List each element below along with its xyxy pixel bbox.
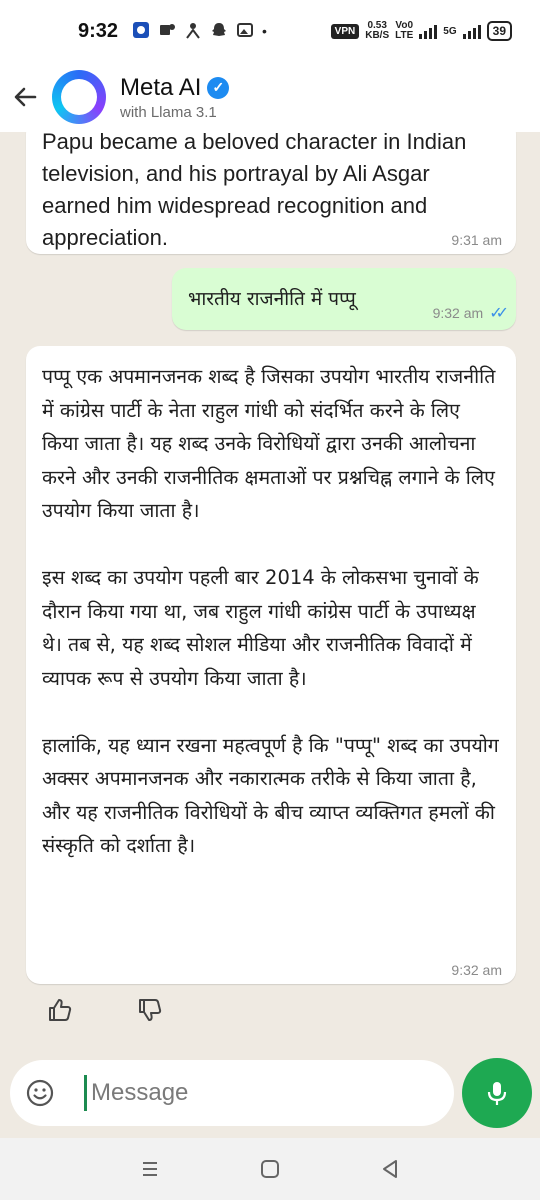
back-arrow-icon [11,83,39,111]
feedback-buttons [26,982,184,1038]
meta-ai-avatar[interactable] [52,70,106,124]
verified-badge-icon: ✓ [207,77,229,99]
system-navigation-bar [0,1138,540,1200]
home-button[interactable] [250,1149,290,1189]
gallery-icon [236,21,254,42]
message-composer [10,1060,454,1126]
back-button[interactable] [0,62,50,132]
dot-icon: • [262,23,267,39]
emoji-icon [25,1078,55,1108]
vpn-badge: VPN [331,24,360,39]
voice-message-button[interactable] [462,1058,532,1128]
network-speed: 0.53 KB/S [365,20,390,41]
chat-header [0,62,540,132]
status-bar [0,0,540,62]
thumbs-down-icon [137,997,163,1023]
home-square-icon [258,1157,282,1181]
notification-icons [132,21,267,42]
triangle-back-icon [378,1157,402,1181]
message-bubble-incoming[interactable] [26,346,516,984]
message-bubble-incoming[interactable] [26,132,516,254]
contact-subtitle: with Llama 3.1 [120,103,217,121]
menu-lines-icon [138,1157,162,1181]
signal-icon-2 [463,23,481,39]
message-input[interactable] [91,1079,411,1107]
recent-apps-button[interactable] [130,1149,170,1189]
signal-icon [419,23,437,39]
status-time: 9:32 [78,19,119,42]
message-time: 9:31 am [451,232,502,248]
contact-name: Meta AI [120,73,202,101]
text-cursor [84,1075,87,1111]
message-text: Papu became a beloved character in Indian television, and his portrayal by Ali Asgar earned him widespread recognition and appreciation. [42,132,473,250]
status-right [331,21,512,41]
message-time: 9:32 am [451,962,502,978]
teams-icon [158,21,176,42]
app-notification-icon [132,21,150,42]
snapchat-icon [210,21,228,42]
chat-area[interactable] [0,132,540,1052]
nav-back-button[interactable] [370,1149,410,1189]
network-type: 5G [443,25,457,37]
message-text: भारतीय राजनीति में पप्पू [188,288,356,310]
message-time: 9:32 am [432,304,484,321]
person-icon [184,21,202,42]
emoji-button[interactable] [24,1077,56,1109]
microphone-icon [483,1079,511,1107]
volte-indicator: Vo0 LTE [395,20,414,41]
read-receipt-icon: ✓✓ [489,303,502,322]
thumbs-up-button[interactable] [40,990,80,1030]
message-bubble-outgoing[interactable] [172,268,516,330]
thumbs-down-button[interactable] [130,990,170,1030]
thumbs-up-icon [47,997,73,1023]
contact-info[interactable] [120,74,229,121]
battery-icon: 39 [487,21,512,41]
message-text: पप्पू एक अपमानजनक शब्द है जिसका उपयोग भारतीय राजनीति में कांग्रेस पार्टी के नेता राहुल गांधी को संदर्भित करने के लिए किया जाता है। यह शब्द उनके विरोधियों द्वारा उनकी आलोचना करने और उनकी राजनीतिक क्षमताओं पर प्रश्नचिह्न लगाने के लिए उपयोग किया जाता है। इस शब्द का उपयोग पहली बार 2014 के लोकसभा चुनावों के दौरान किया गया था, जब राहुल गांधी कांग्रेस पार्टी के उपाध्यक्ष थे। तब से, यह शब्द सोशल मीडिया और राजनीतिक विवादों में व्यापक रूप से उपयोग किया जाता है। हालांकि, यह ध्यान रखना महत्वपूर्ण है कि "पप्पू" शब्द का उपयोग अक्सर अपमानजनक और नकारात्मक तरीके से किया जाता है, और यह राजनीतिक विरोधियों के बीच व्याप्त व्यक्तिगत हमलों की संस्कृति को दर्शाता है। [42,365,499,857]
